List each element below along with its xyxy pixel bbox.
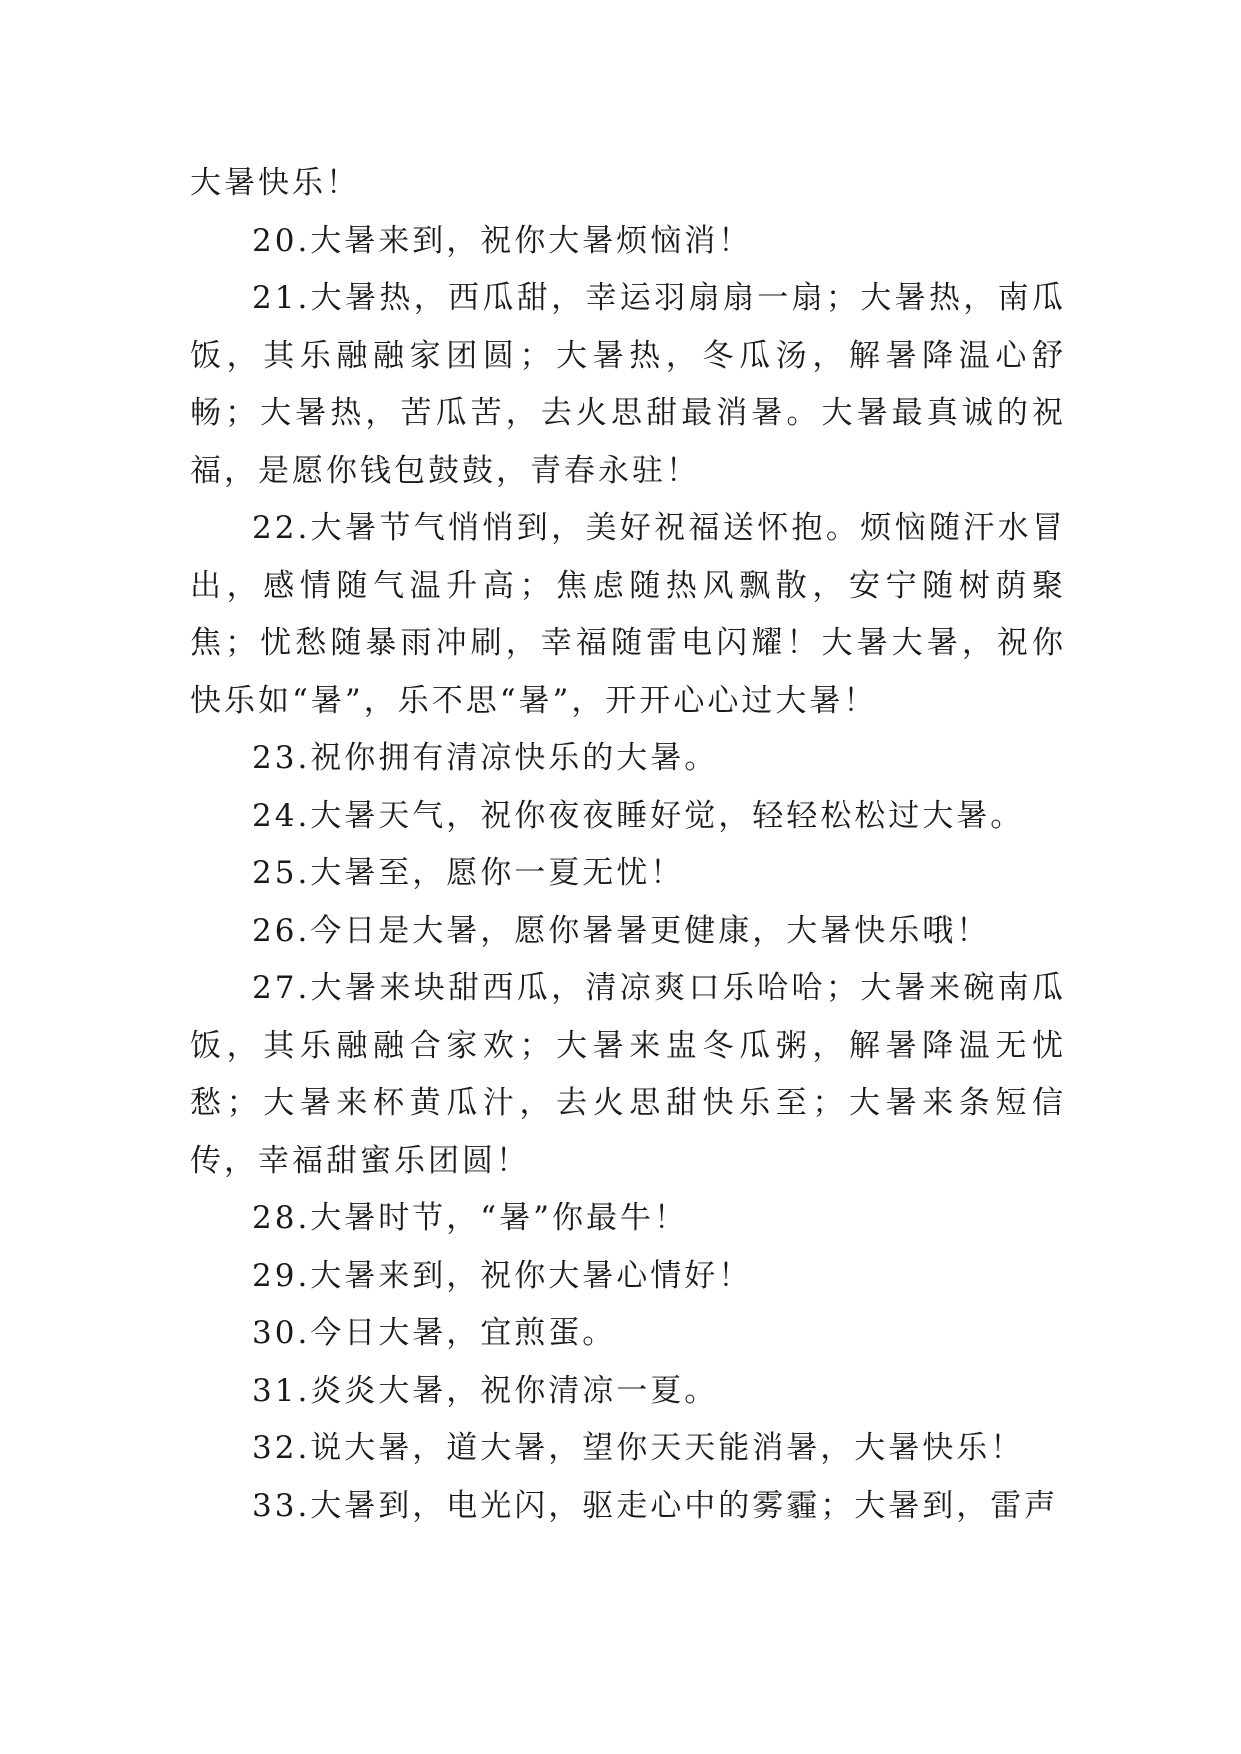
paragraph-20: 20.大暑来到，祝你大暑烦恼消！ [252, 222, 753, 259]
document-page [190, 155, 1066, 1535]
paragraph-22: 22.大暑节气悄悄到，美好祝福送怀抱。烦恼随汗水冒出，感情随气温升高；焦虑随热风飘散，安宁随树荫聚焦；忧愁随暴雨冲刷，幸福随雷电闪耀！大暑大暑，祝你快乐如“暑”，乐不思“暑”，开开心心过大暑！ [190, 510, 1066, 719]
paragraph-21: 21.大暑热，西瓜甜，幸运羽扇扇一扇；大暑热，南瓜饭，其乐融融家团圆；大暑热，冬瓜汤，解暑降温心舒畅；大暑热，苦瓜苦，去火思甜最消暑。大暑最真诚的祝福，是愿你钱包鼓鼓，青春永驻！ [190, 280, 1066, 489]
paragraph-23: 23.祝你拥有清凉快乐的大暑。 [252, 740, 719, 776]
paragraph-31: 31.炎炎大暑，祝你清凉一夏。 [252, 1372, 719, 1409]
paragraph-24: 24.大暑天气，祝你夜夜睡好觉，轻轻松松过大暑。 [252, 797, 1025, 834]
paragraph-25: 25.大暑至，愿你一夏无忧！ [252, 855, 685, 891]
paragraph-continuation: 大暑快乐！ [190, 165, 360, 201]
paragraph-30: 30.今日大暑，宜煎蛋。 [252, 1315, 617, 1351]
paragraph-29: 29.大暑来到，祝你大暑心情好！ [252, 1257, 753, 1294]
paragraph-32: 32.说大暑，道大暑，望你天天能消暑，大暑快乐！ [252, 1430, 1025, 1466]
paragraph-28: 28.大暑时节，“暑”你最牛！ [252, 1200, 688, 1236]
paragraph-26: 26.今日是大暑，愿你暑暑更健康，大暑快乐哦！ [252, 912, 991, 949]
paragraph-33: 33.大暑到，电光闪，驱走心中的雾霾；大暑到，雷声 [252, 1487, 1059, 1524]
paragraph-27: 27.大暑来块甜西瓜，清凉爽口乐哈哈；大暑来碗南瓜饭，其乐融融合家欢；大暑来盅冬瓜粥，解暑降温无忧愁；大暑来杯黄瓜汁，去火思甜快乐至；大暑来条短信传，幸福甜蜜乐团圆！ [190, 970, 1066, 1179]
